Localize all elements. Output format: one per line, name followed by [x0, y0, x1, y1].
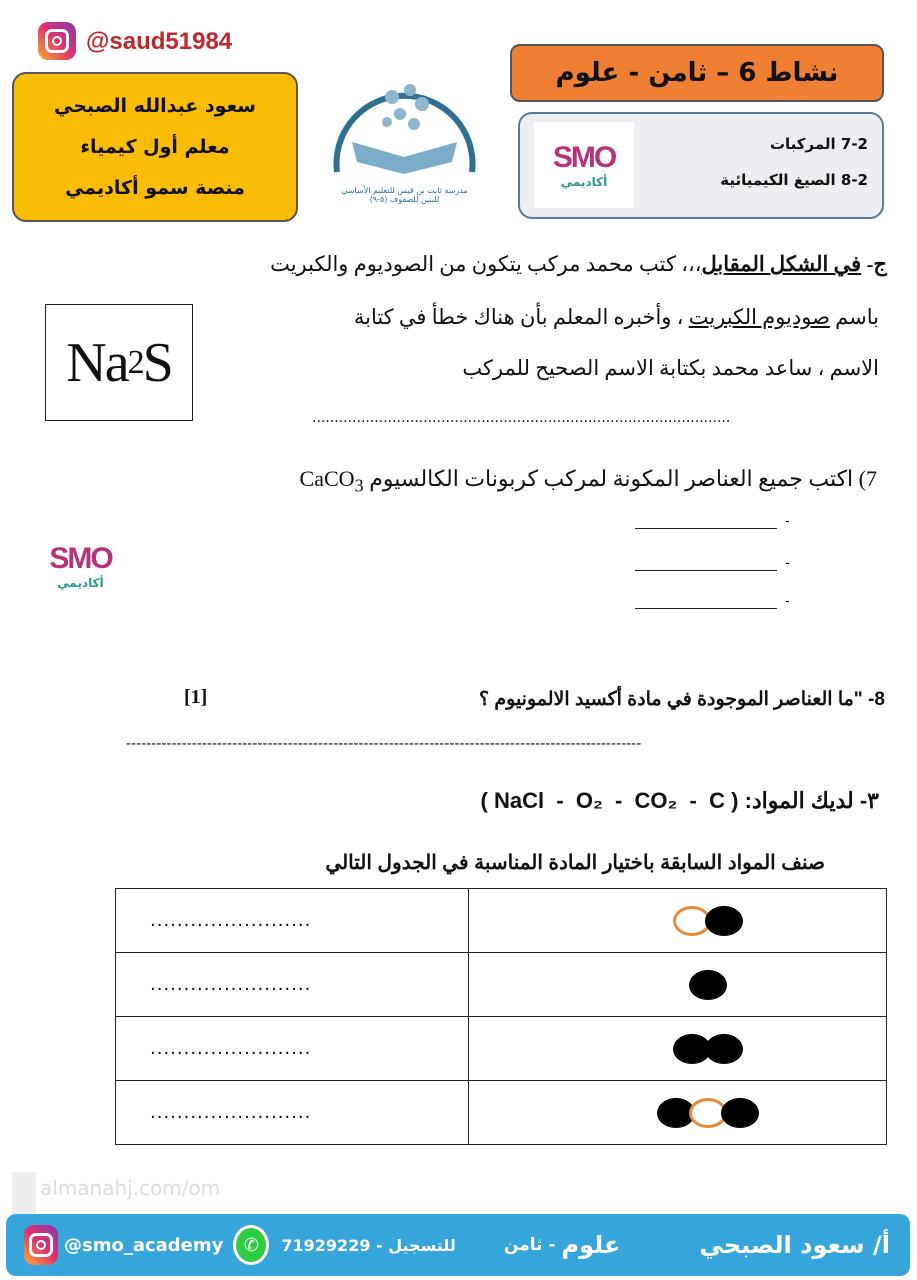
footer-register: للتسجيل - 71929229: [281, 1235, 456, 1255]
activity-title: نشاط 6 – ثامن - علوم: [510, 44, 884, 102]
answer-line[interactable]: ------------------------------------------------------------------------------------------------------: [126, 736, 642, 752]
teacher-title: معلم أول كيمياء: [80, 135, 230, 158]
question-label: ٣- لديك المواد:: [744, 788, 879, 813]
atom-black: [705, 1034, 743, 1064]
question-7: [237, 466, 877, 496]
answer-line[interactable]: ..............................................................................................: [312, 410, 731, 426]
table-row: [116, 889, 887, 953]
question-text: 7) اكتب جميع العناصر المكونة لمركب كربونات الكالسيوم: [369, 466, 877, 491]
footer-instagram: @smo_academy: [64, 1234, 224, 1256]
formula: CaCO: [299, 466, 355, 491]
molecule-cell: [469, 1081, 887, 1145]
instagram-handle: @saud51984: [86, 28, 233, 55]
instagram-icon: [24, 1225, 58, 1265]
answer-blank[interactable]: [635, 594, 790, 609]
question-text: ،،، كتب محمد مركب يتكون من الصوديوم والكبريت: [270, 252, 702, 276]
formula-sub: 2: [127, 343, 143, 381]
atom-black: [705, 906, 743, 936]
molecule-cell: [469, 1017, 887, 1081]
question-prefix: ج-: [866, 252, 887, 276]
answer-blank[interactable]: [635, 556, 790, 571]
footer-bar: [6, 1214, 910, 1276]
lesson-item: 8-2 الصيغ الكيميائية: [720, 171, 868, 189]
mark: [1]: [184, 686, 208, 708]
school-name-line2: للبنين للصفوف (٥-٩): [369, 195, 440, 204]
na2s-figure: [45, 304, 193, 421]
footer-subject: علوم: [561, 1231, 621, 1259]
teacher-name: سعود عبدالله الصبحي: [54, 95, 256, 118]
instagram-icon: [38, 22, 76, 60]
table-row: [116, 1081, 887, 1145]
atom-black: [689, 970, 727, 1000]
bullet: -: [785, 556, 790, 571]
atom-black: [721, 1098, 759, 1128]
footer-grade: - ثامن: [503, 1235, 556, 1255]
answer-cell[interactable]: ........................: [116, 889, 469, 953]
platform-name: منصة سمو أكاديمي: [65, 176, 245, 199]
question-text: باسم: [835, 305, 879, 329]
table-row: [116, 953, 887, 1017]
question-c-line1: [247, 252, 887, 277]
formula-sub: 3: [354, 475, 364, 496]
teacher-card: [12, 72, 298, 222]
logo-sub: أكاديمي: [560, 175, 608, 189]
question-underlined: صوديوم الكبريت: [688, 305, 830, 329]
logo-text: SMO: [49, 542, 112, 575]
question-8: 8- "ما العناصر الموجودة في مادة أكسيد الالمونيوم ؟: [479, 689, 885, 710]
formula: Na: [66, 331, 128, 394]
molecule-cell: [469, 953, 887, 1017]
question-text: ، وأخبره المعلم بأن هناك خطأ في كتابة: [353, 305, 684, 329]
smo-logo: [28, 520, 133, 612]
question-c-line2: [239, 305, 879, 330]
table-instruction: صنف المواد السابقة باختيار المادة المناسبة في الجدول التالي: [325, 852, 825, 874]
question-c-line3: الاسم ، ساعد محمد بكتابة الاسم الصحيح للمركب: [462, 356, 879, 380]
materials-list: ( NaCl - O₂ - CO₂ - C ): [480, 788, 739, 813]
bullet: -: [785, 514, 790, 529]
answer-cell[interactable]: ........................: [116, 1017, 469, 1081]
watermark: almanahj.com/om: [40, 1176, 221, 1200]
smo-logo: [534, 122, 634, 208]
watermark-mark: [12, 1172, 36, 1218]
table-row: [116, 1017, 887, 1081]
answer-cell[interactable]: ........................: [116, 953, 469, 1017]
logo-sub: أكاديمي: [57, 576, 104, 590]
answer-blank[interactable]: [635, 514, 790, 529]
answer-cell[interactable]: ........................: [116, 1081, 469, 1145]
bullet: -: [785, 594, 790, 609]
footer-teacher: أ/ سعود الصبحي: [699, 1231, 890, 1259]
lessons-box: [518, 112, 884, 219]
school-logo: [322, 62, 487, 212]
classification-table: [115, 888, 887, 1145]
logo-text: SMO: [552, 141, 616, 174]
formula-after: S: [142, 331, 172, 394]
lesson-item: 7-2 المركبات: [769, 135, 868, 153]
school-name-line1: مدرسة ثابت بن قيس للتعليم الأساسي: [341, 186, 468, 195]
school-name: [322, 186, 487, 204]
question-underlined: في الشكل المقابل: [701, 252, 862, 276]
molecule-cell: [469, 889, 887, 953]
question-3: [259, 788, 879, 814]
whatsapp-icon: ✆: [233, 1225, 269, 1265]
